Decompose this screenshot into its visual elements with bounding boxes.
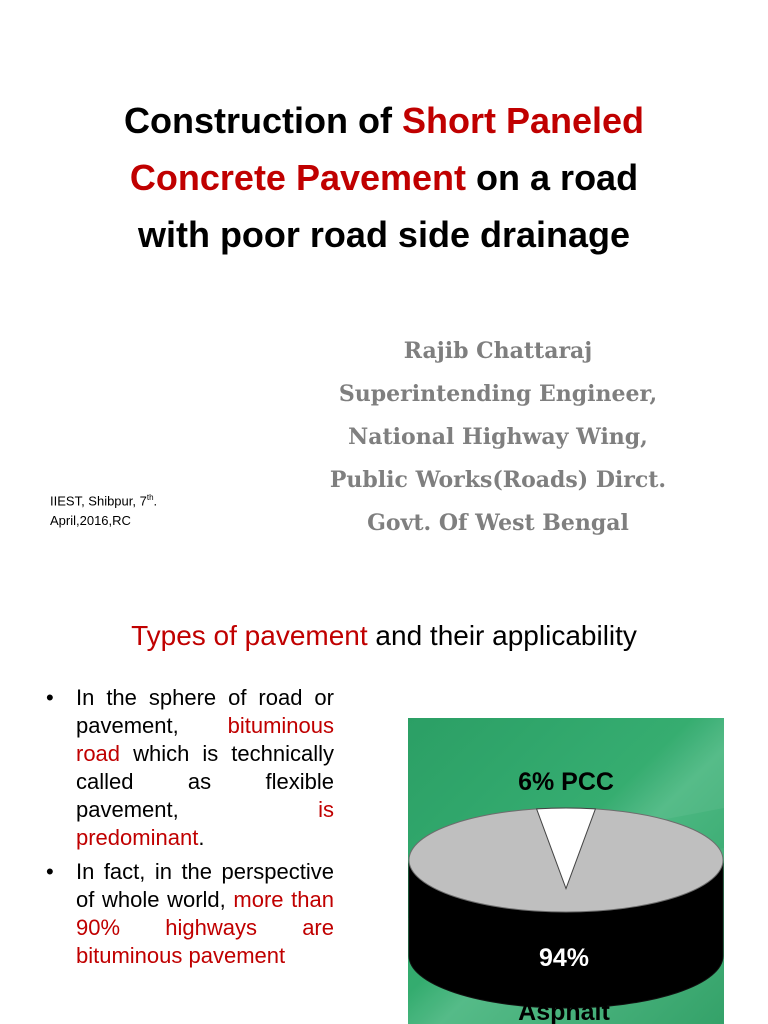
footer-venue: IIEST, Shibpur, 7 [50, 493, 147, 509]
footer-dot: . [153, 493, 158, 509]
bullet-list [46, 684, 334, 970]
author-name: Rajib Chattaraj [403, 338, 593, 364]
author-designation: Superintending Engineer, [338, 381, 658, 407]
title-highlight1: Short Paneled [401, 100, 645, 141]
author-wing: National Highway Wing, [348, 424, 648, 450]
bullet-dot: • [46, 685, 54, 710]
pie-chart-svg [408, 718, 724, 1024]
author-government: Govt. Of West Bengal [367, 510, 629, 536]
slide2-title-highlight: Types of pavement [131, 620, 368, 651]
asphalt-label: Asphalt [518, 998, 610, 1024]
title-part3: with poor road side drainage [137, 214, 631, 255]
slide2-title-rest: and their applicability [367, 620, 637, 651]
bullet-item: • In fact, in the perspective of whole world, more than 90% highways are bituminous pavement [46, 859, 334, 968]
title-highlight2: Concrete Pavement [129, 157, 467, 198]
title-part2: on a road [466, 157, 639, 198]
author-department: Public Works(Roads) Dirct. [329, 467, 667, 493]
bullet-dot: • [46, 859, 54, 884]
slide-title [40, 92, 728, 263]
slide-footer [50, 488, 157, 531]
footer-date: April,2016,RC [50, 513, 131, 529]
author-block [268, 330, 728, 545]
footer-sup: th [146, 493, 154, 502]
title-part1: Construction of [123, 100, 402, 141]
pavement-pie-chart [408, 718, 724, 1024]
asphalt-percent-label: 94% [538, 944, 590, 972]
bullet-item: • In the sphere of road or pavement, bituminous road which is technically called as flexible pavement, is predominant. [46, 685, 334, 850]
pcc-label: 6% PCC [518, 768, 614, 796]
content-slide [0, 576, 768, 1024]
slide2-title [0, 620, 768, 652]
